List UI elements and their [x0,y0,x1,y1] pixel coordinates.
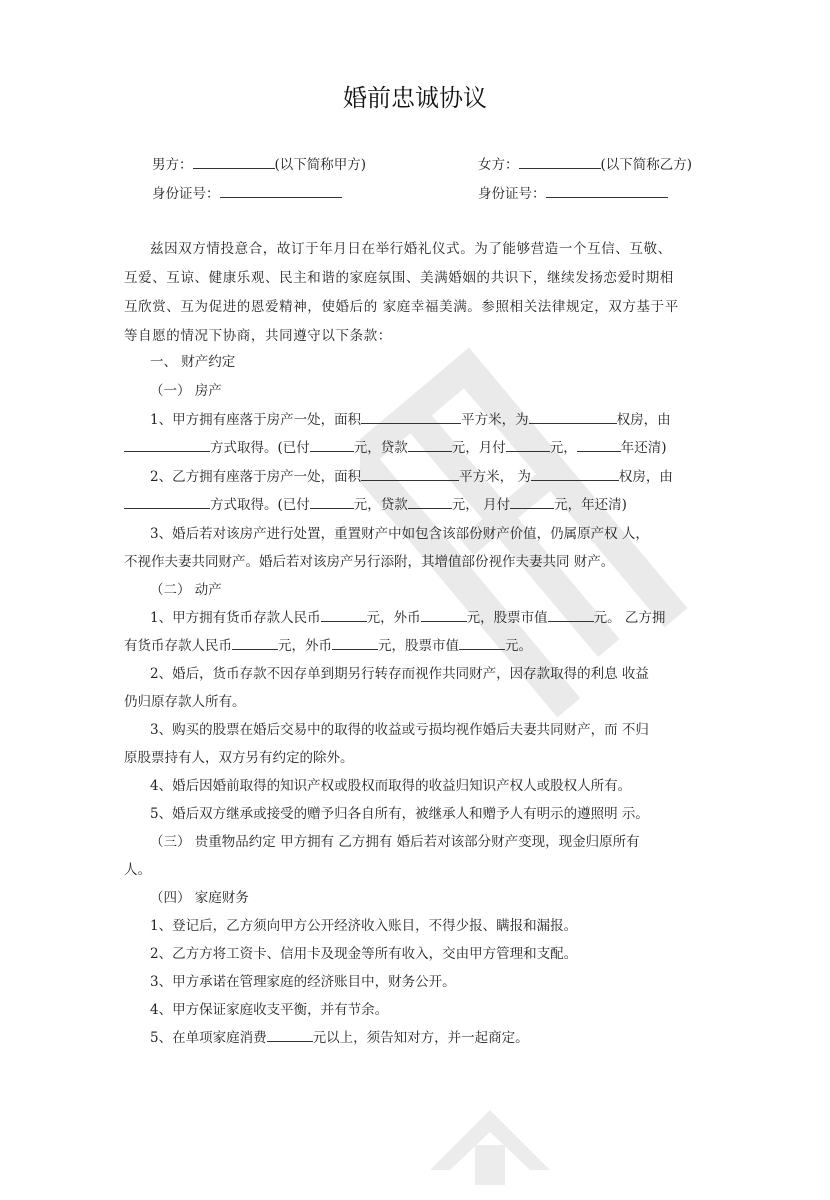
preamble-line-3: 互欣赏、互为促进的恩爱精神，使婚后的 家庭幸福美满。参照相关法律规定，双方基于平 [124,299,679,315]
movable-item-1 [150,606,665,626]
text: 年还清) [620,440,667,456]
preamble-line-2: 互爱、互谅、健康乐观、民主和谐的家庭氛围、美满婚姻的共识下，继续发扬恋爱时期相 [124,270,674,286]
monthly-blank[interactable] [510,495,554,509]
finance-item-1: 1、登记后，乙方须向甲方公开经济收入账目，不得少报、瞒报和漏报。 [150,918,578,934]
movable-item-2-line-2: 仍归原存款人所有。 [124,694,246,710]
loan-blank[interactable] [408,495,452,509]
male-id-blank[interactable] [220,184,342,198]
female-label: 女方： [478,157,519,173]
acquisition-blank[interactable] [124,495,210,509]
area-blank[interactable] [361,410,461,424]
stock-blank[interactable] [548,608,594,622]
movable-item-3-line-1: 3、购买的股票在婚后交易中的取得的收益或亏损均视作婚后夫妻共同财产，而 不归 [150,722,649,738]
text: 1、甲方拥有货币存款人民币 [150,610,321,626]
subsection-valuables-line-1: （三） 贵重物品约定 甲方拥有 乙方拥有 婚后若对该部分财产变现，现金归原所有 [150,834,640,850]
movable-item-3-line-2: 原股票持有人，双方另有约定的除外。 [124,750,354,766]
document-title: 婚前忠诚协议 [343,84,487,112]
foreign-blank[interactable] [421,608,467,622]
text: 元，外币 [366,610,421,626]
preamble-line-4: 等自愿的情况下协商，共同遵守以下条款： [124,328,392,344]
female-name-blank[interactable] [519,155,601,169]
male-name-blank[interactable] [193,155,275,169]
male-suffix: (以下简称甲方) [274,157,367,173]
male-id-label: 身份证号： [152,186,220,202]
subsection-valuables-line-2: 人。 [124,862,151,878]
text: 权房，由 [618,469,673,485]
text: 元。 乙方拥 [593,610,666,626]
text: 元，股票市值 [466,610,548,626]
watermark-logo-bottom [430,1110,550,1200]
years-blank[interactable] [577,438,621,452]
movable-item-4: 4、婚后因婚前取得的知识产权或股权而取得的收益归知识产权人或股权人所有。 [150,778,632,794]
text: 元。 [505,638,532,654]
text: 元，外币 [278,638,332,654]
text: 平方米， 为 [459,469,531,485]
rmb-blank[interactable] [232,636,278,650]
text: 元， 月付 [451,497,511,513]
loan-blank[interactable] [408,438,452,452]
preamble-line-1: 兹因双方情投意合，故订于年月日在举行婚礼仪式。为了能够营造一个互信、互敬、 [150,241,672,257]
section-1-heading: 一、 财产约定 [150,354,236,370]
text: 元，贷款 [353,440,408,456]
finance-item-3: 3、甲方承诺在管理家庭的经济账目中，财务公开。 [150,974,456,990]
finance-item-4: 4、甲方保证家庭收支平衡，并有节余。 [150,1002,389,1018]
female-party-row [478,153,692,173]
house-item-1 [150,408,671,428]
house-item-2 [150,465,673,485]
text: 元，贷款 [353,497,408,513]
text: 1、甲方拥有座落于房产一处，面积 [150,412,362,428]
monthly-blank[interactable] [506,438,550,452]
text: 方式取得。(已付 [210,497,310,513]
subsection-finance-heading: （四） 家庭财务 [150,890,249,906]
finance-item-2: 2、乙方方将工资卡、信用卡及现金等所有收入，交由甲方管理和支配。 [150,946,578,962]
text: 权房，由 [616,412,671,428]
text: 元，股票市值 [378,638,459,654]
text: 元，月付 [451,440,506,456]
text: 2、乙方拥有座落于房产一处，面积 [150,469,362,485]
amount-blank[interactable] [267,1028,313,1042]
stock-blank[interactable] [459,636,505,650]
female-id-label: 身份证号： [478,186,546,202]
subsection-house-heading: （一） 房产 [150,383,222,399]
rmb-blank[interactable] [321,608,367,622]
paid-blank[interactable] [310,495,354,509]
male-id-row [152,182,342,202]
male-party-row [152,153,366,173]
ownership-blank[interactable] [529,410,617,424]
movable-item-5: 5、婚后双方继承或接受的赠予归各自所有，被继承人和赠予人有明示的遵照明 示。 [150,806,649,822]
house-item-3-line-1: 3、婚后若对该房产进行处置，重置财产中如包含该部份财产价值，仍属原产权 人， [150,526,649,542]
acquisition-blank[interactable] [124,438,210,452]
female-suffix: (以下简称乙方) [600,157,693,173]
text: 元， [549,440,577,456]
text: 元以上，须告知对方，并一起商定。 [312,1030,529,1046]
movable-item-2-line-1: 2、婚后，货币存款不因存单到期另行转存而视作共同财产，因存款取得的利息 收益 [150,666,649,682]
house-item-3-line-2: 不视作夫妻共同财产。婚后若对该房产另行添附，其增值部份视作夫妻共同 财产。 [124,554,615,570]
text: 元，年还清) [554,497,627,513]
movable-item-1-cont [124,634,532,654]
paid-blank[interactable] [310,438,354,452]
ownership-blank[interactable] [531,467,619,481]
text: 5、在单项家庭消费 [150,1030,267,1046]
text: 方式取得。(已付 [210,440,310,456]
foreign-blank[interactable] [332,636,378,650]
area-blank[interactable] [361,467,459,481]
subsection-movable-heading: （二） 动产 [150,582,222,598]
house-item-1-cont [124,436,667,456]
text: 有货币存款人民币 [124,638,232,654]
male-label: 男方： [152,157,193,173]
text: 平方米，为 [461,412,529,428]
female-id-row [478,182,668,202]
female-id-blank[interactable] [546,184,668,198]
finance-item-5 [150,1026,529,1046]
house-item-2-cont [124,493,627,513]
